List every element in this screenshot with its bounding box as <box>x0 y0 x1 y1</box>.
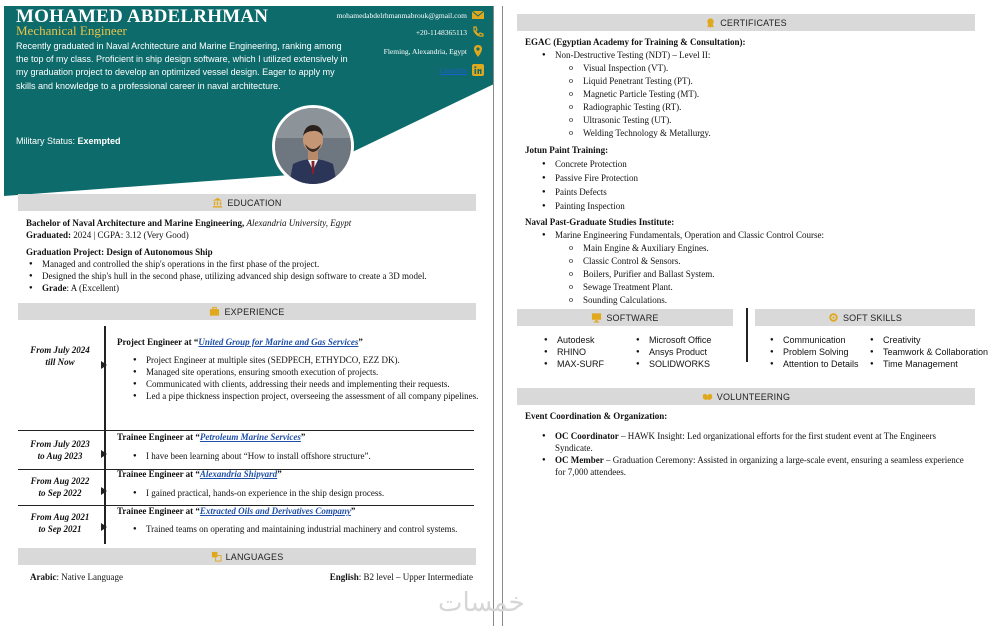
list-item: ● Managed and controlled the ship's operations in the first phase of the project. <box>26 258 486 270</box>
divider <box>18 430 474 431</box>
certificate-sublist <box>567 62 967 140</box>
language-english: English: B2 level – Upper Intermediate <box>329 572 473 582</box>
contact-location: Fleming, Alexandria, Egypt <box>384 44 485 58</box>
software-heading: SOFTWARE <box>517 309 733 326</box>
certificates-heading: CERTIFICATES <box>517 14 975 31</box>
candidate-name: MOHAMED ABDELRHMAN <box>16 6 269 27</box>
handshake-icon <box>702 391 713 402</box>
software-list-2 <box>633 334 711 370</box>
briefcase-icon <box>209 306 220 317</box>
resume-page-left <box>4 6 494 626</box>
volunteering-heading: VOLUNTEERING <box>517 388 975 405</box>
list-item: ● Communication <box>767 334 859 346</box>
list-item: ● Teamwork & Collaboration <box>867 346 988 358</box>
certificate-org: EGAC (Egyptian Academy for Training & Consultation): <box>525 37 746 47</box>
email-icon <box>471 8 485 22</box>
list-item: ● Managed site operations, ensuring smooth execution of projects. <box>130 366 480 378</box>
list-item: ● Passive Fire Protection <box>539 171 969 185</box>
certificate-sublist <box>567 242 967 307</box>
job-bullets <box>130 523 480 535</box>
language-arabic: Arabic: Native Language <box>30 572 123 582</box>
timeline-marker <box>101 361 109 369</box>
list-item: o Sewage Treatment Plant. <box>567 281 967 294</box>
job-bullets <box>130 354 480 402</box>
portrait-illustration <box>275 108 351 184</box>
certificate-list <box>539 157 969 213</box>
experience-timeline <box>104 326 106 544</box>
list-item: o Magnetic Particle Testing (MT). <box>567 88 967 101</box>
job-bullets <box>130 450 480 462</box>
certificate-org: Naval Past-Graduate Studies Institute: <box>525 217 675 227</box>
timeline-marker <box>101 450 109 458</box>
volunteering-list <box>539 430 973 478</box>
list-item: ● Trained teams on operating and maintaining industrial machinery and control systems. <box>130 523 480 535</box>
gears-icon <box>828 312 839 323</box>
list-item: ● Communicated with clients, addressing their needs and implementing their requests. <box>130 378 480 390</box>
contact-phone[interactable]: +20-1148365113 <box>416 25 485 39</box>
skills-divider <box>746 308 748 362</box>
list-item: ● I gained practical, hands-on experience in the ship design process. <box>130 487 480 499</box>
list-item: ● OC Member – Graduation Ceremony: Assisted in organizing a large-scale event, ensuring a seamless experience for 7,000 attendees. <box>539 454 973 478</box>
list-item: ● SOLIDWORKS <box>633 358 711 370</box>
university-icon <box>212 197 223 208</box>
list-item: ● Creativity <box>867 334 988 346</box>
job-title-line: Project Engineer at “United Group for Marine and Gas Services” <box>117 337 363 347</box>
education-bullets <box>26 258 486 294</box>
list-item: ● OC Coordinator – HAWK Insight: Led organizational efforts for the first student event at The Engineers Syndicate. <box>539 430 973 454</box>
monitor-icon <box>591 312 602 323</box>
list-item: ● MAX-SURF <box>541 358 604 370</box>
list-item: ● Led a pipe thickness inspection project, overseeing the assessment of all company pipelines. <box>130 390 480 402</box>
translate-icon <box>211 551 222 562</box>
list-item: ● Attention to Details <box>767 358 859 370</box>
list-item: ● Ansys Product <box>633 346 711 358</box>
job-date: From Aug 2021 to Sep 2021 <box>30 512 90 534</box>
certificate-list <box>539 49 969 61</box>
graduation-project-title: Graduation Project: Design of Autonomous Ship <box>26 247 213 257</box>
certificate-icon <box>705 17 716 28</box>
job-date: From July 2024 till Now <box>30 345 90 367</box>
list-item: o Welding Technology & Metallurgy. <box>567 127 967 140</box>
list-item: ● Non-Destructive Testing (NDT) – Level II: <box>539 49 969 61</box>
job-title-line: Trainee Engineer at “Petroleum Marine Services” <box>117 432 306 442</box>
location-icon <box>471 44 485 58</box>
profile-photo <box>272 105 354 187</box>
list-item: ● Problem Solving <box>767 346 859 358</box>
volunteering-title: Event Coordination & Organization: <box>525 411 668 421</box>
list-item: o Ultrasonic Testing (UT). <box>567 114 967 127</box>
soft-skills-list-1 <box>767 334 859 370</box>
company-link[interactable]: Alexandria Shipyard <box>199 469 278 479</box>
list-item: ● Autodesk <box>541 334 604 346</box>
list-item: ● Grade: A (Excellent) <box>26 282 486 294</box>
languages-heading: LANGUAGES <box>18 548 476 565</box>
job-date: From July 2023 to Aug 2023 <box>30 439 90 461</box>
company-link[interactable]: Petroleum Marine Services <box>199 432 301 442</box>
job-date: From Aug 2022 to Sep 2022 <box>30 476 90 498</box>
list-item: o Visual Inspection (VT). <box>567 62 967 75</box>
list-item: ● Concrete Protection <box>539 157 969 171</box>
company-link[interactable]: Extracted Oils and Derivatives Company <box>199 506 351 516</box>
list-item: o Sounding Calculations. <box>567 294 967 307</box>
list-item: ● I have been learning about “How to install offshore structure”. <box>130 450 480 462</box>
soft-skills-list-2 <box>867 334 988 370</box>
list-item: ● Microsoft Office <box>633 334 711 346</box>
job-title-line: Trainee Engineer at “Alexandria Shipyard” <box>117 469 282 479</box>
soft-skills-heading: SOFT SKILLS <box>755 309 975 326</box>
job-bullets <box>130 487 480 499</box>
education-graduated: Graduated: 2024 | CGPA: 3.12 (Very Good) <box>26 230 189 240</box>
list-item: o Radiographic Testing (RT). <box>567 101 967 114</box>
education-heading: EDUCATION <box>18 194 476 211</box>
list-item: ● Paints Defects <box>539 185 969 199</box>
list-item: o Classic Control & Sensors. <box>567 255 967 268</box>
contact-email[interactable]: mohamedabdelrhmanmabrouk@gmail.com <box>337 8 485 22</box>
list-item: ● Designed the ship's hull in the second phase, utilizing advanced ship design software to create a 3D model. <box>26 270 486 282</box>
list-item: ● RHINO <box>541 346 604 358</box>
list-item: ● Time Management <box>867 358 988 370</box>
job-title: Mechanical Engineer <box>16 23 127 38</box>
contact-linkedin[interactable]: LinkedIn <box>440 63 486 77</box>
timeline-marker <box>101 487 109 495</box>
list-item: ● Marine Engineering Fundamentals, Operation and Classic Control Course: <box>539 229 969 241</box>
phone-icon <box>471 25 485 39</box>
resume-page-right <box>502 6 992 626</box>
linkedin-icon <box>471 63 485 77</box>
military-status: Military Status: Exempted <box>16 136 121 146</box>
certificate-org: Jotun Paint Training: <box>525 145 609 155</box>
company-link[interactable]: United Group for Marine and Gas Services <box>198 337 359 347</box>
watermark-logo: خمسات <box>438 588 525 618</box>
software-list-1 <box>541 334 604 370</box>
education-degree: Bachelor of Naval Architecture and Marine Engineering, Alexandria University, Egypt <box>26 218 352 228</box>
experience-heading: EXPERIENCE <box>18 303 476 320</box>
list-item: ● Painting Inspection <box>539 199 969 213</box>
list-item: o Main Engine & Auxiliary Engines. <box>567 242 967 255</box>
certificate-list <box>539 229 969 241</box>
list-item: o Liquid Penetrant Testing (PT). <box>567 75 967 88</box>
list-item: ● Project Engineer at multiple sites (SEDPECH, ETHYDCO, EZZ DK). <box>130 354 480 366</box>
profile-summary: Recently graduated in Naval Architecture and Marine Engineering, ranking among the top of my class. Proficient in ship design software, which I utilized extensively in my graduation project to develop an optimized vessel design. Eager to apply my skills and knowledge to a professional career in naval architecture. <box>16 41 348 91</box>
list-item: o Boilers, Purifier and Ballast System. <box>567 268 967 281</box>
timeline-marker <box>101 523 109 531</box>
job-title-line: Trainee Engineer at “Extracted Oils and Derivatives Company” <box>117 506 356 516</box>
